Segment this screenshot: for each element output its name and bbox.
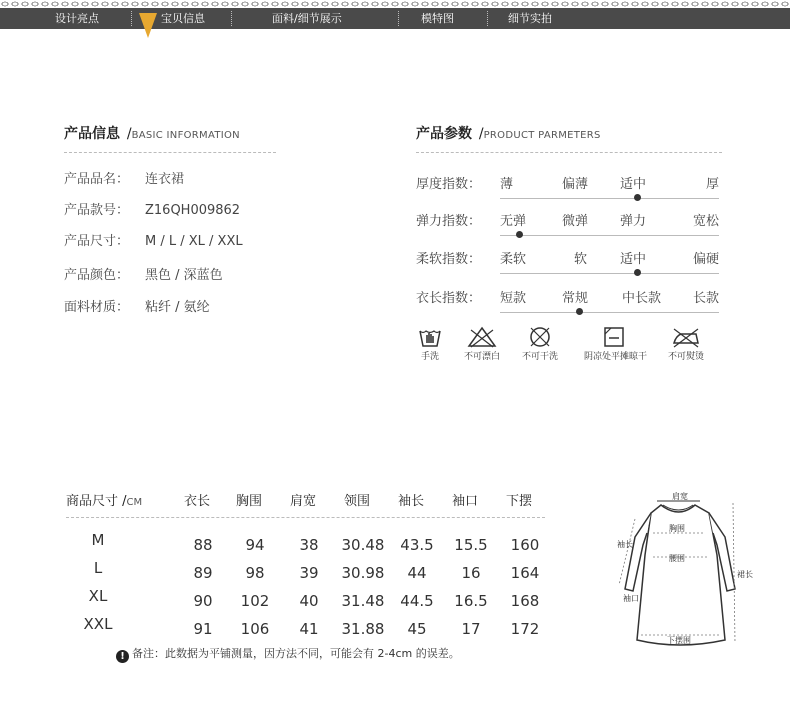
param-option: 中长款 bbox=[622, 291, 662, 306]
basic-info-heading: 产品信息 /BASIC INFORMATION bbox=[64, 126, 240, 142]
param-scale-track bbox=[500, 198, 719, 199]
param-option: 偏薄 bbox=[562, 177, 589, 192]
divider bbox=[66, 517, 545, 518]
nav-divider bbox=[398, 11, 399, 26]
size-column-header: 下摆 bbox=[506, 494, 533, 509]
size-cell: 45 bbox=[407, 620, 427, 638]
size-cell: 39 bbox=[299, 564, 319, 582]
care-label: 手洗 bbox=[420, 352, 439, 362]
size-cell: 44.5 bbox=[400, 592, 434, 610]
nav-item-fabric-details[interactable]: 面料/细节展示 bbox=[272, 12, 342, 25]
param-option: 厚 bbox=[706, 177, 720, 192]
info-row bbox=[64, 296, 210, 315]
param-option: 长款 bbox=[693, 291, 720, 306]
size-cell: 91 bbox=[193, 620, 213, 638]
size-cell: 88 bbox=[193, 536, 213, 554]
size-cell: 89 bbox=[193, 564, 213, 582]
nav-divider bbox=[231, 11, 232, 26]
param-option: 软 bbox=[574, 252, 588, 267]
param-label: 衣长指数： bbox=[416, 291, 482, 306]
size-label: M bbox=[91, 531, 105, 549]
size-cell: 16 bbox=[461, 564, 481, 582]
param-label: 柔软指数： bbox=[416, 252, 482, 267]
size-cell: 44 bbox=[407, 564, 427, 582]
param-selected-marker bbox=[516, 231, 523, 238]
size-cell: 160 bbox=[510, 536, 540, 554]
info-value: Z16QH009862 bbox=[145, 203, 241, 218]
size-cell: 38 bbox=[299, 536, 319, 554]
nav-item-product-info[interactable]: 宝贝信息 bbox=[161, 12, 205, 25]
size-cell: 102 bbox=[240, 592, 270, 610]
param-option: 无弹 bbox=[500, 214, 527, 229]
nav-item-design-highlights[interactable]: 设计亮点 bbox=[55, 12, 99, 25]
info-value: 连衣裙 bbox=[145, 172, 185, 187]
size-cell: 17 bbox=[461, 620, 481, 638]
info-row bbox=[64, 230, 243, 249]
param-selected-marker bbox=[634, 194, 641, 201]
no-dry-clean-icon bbox=[528, 326, 552, 348]
param-row bbox=[416, 248, 721, 288]
no-iron-icon bbox=[671, 326, 701, 348]
care-label: 不可漂白 bbox=[463, 352, 500, 362]
size-cell: 15.5 bbox=[454, 536, 488, 554]
param-row bbox=[416, 173, 721, 213]
care-no-dry-clean bbox=[510, 326, 570, 362]
care-hand-wash bbox=[400, 326, 460, 362]
care-label: 阴凉处平摊晾干 bbox=[584, 352, 648, 362]
size-cell: 31.88 bbox=[341, 620, 385, 638]
divider bbox=[64, 152, 276, 153]
care-no-iron bbox=[656, 326, 716, 362]
sleeve-label: 袖长 bbox=[617, 540, 633, 549]
size-label: L bbox=[93, 559, 103, 577]
info-label: 产品款号： bbox=[64, 203, 130, 218]
info-label: 产品颜色： bbox=[64, 268, 130, 283]
shoulder-label: 肩宽 bbox=[672, 492, 688, 501]
param-label: 厚度指数： bbox=[416, 177, 482, 192]
param-option: 常规 bbox=[562, 291, 589, 306]
length-line bbox=[733, 503, 735, 643]
param-label: 弹力指数： bbox=[416, 214, 482, 229]
hem-label: 下摆围 bbox=[667, 636, 691, 645]
hand-wash-icon bbox=[418, 326, 442, 348]
size-cell: 90 bbox=[193, 592, 213, 610]
param-option: 适中 bbox=[620, 177, 647, 192]
measurement-note: ! 备注：此数据为平铺测量，因方法不同，可能会有 2-4cm 的误差。 bbox=[116, 645, 460, 663]
param-option: 宽松 bbox=[693, 214, 720, 229]
size-column-header: 胸围 bbox=[236, 494, 263, 509]
dry-flat-shade-icon bbox=[603, 326, 625, 348]
param-scale-track bbox=[500, 273, 719, 274]
param-option: 柔软 bbox=[500, 252, 527, 267]
size-cell: 16.5 bbox=[454, 592, 488, 610]
param-row bbox=[416, 287, 721, 327]
size-column-header: 领围 bbox=[344, 494, 371, 509]
size-cell: 98 bbox=[245, 564, 265, 582]
info-value: 粘纤 / 氨纶 bbox=[145, 300, 210, 315]
chest-label: 胸围 bbox=[669, 524, 685, 533]
param-option: 短款 bbox=[500, 291, 527, 306]
alert-icon: ! bbox=[116, 650, 129, 663]
nav-item-model-photos[interactable]: 模特图 bbox=[421, 12, 454, 25]
size-cell: 30.98 bbox=[341, 564, 385, 582]
size-label: XXL bbox=[83, 615, 113, 633]
size-cell: 94 bbox=[245, 536, 265, 554]
param-option: 偏硬 bbox=[693, 252, 720, 267]
nav-item-detail-shots[interactable]: 细节实拍 bbox=[508, 12, 552, 25]
info-value: M / L / XL / XXL bbox=[145, 234, 243, 249]
length-label: 裙长 bbox=[737, 570, 753, 579]
nav-divider bbox=[131, 11, 132, 26]
section-nav-bar bbox=[0, 8, 790, 29]
no-bleach-icon bbox=[467, 326, 497, 348]
care-label: 不可干洗 bbox=[521, 352, 558, 362]
params-heading: 产品参数 /PRODUCT PARMETERS bbox=[416, 126, 601, 142]
size-cell: 41 bbox=[299, 620, 319, 638]
active-nav-pointer bbox=[139, 13, 157, 38]
size-cell: 31.48 bbox=[341, 592, 385, 610]
param-selected-marker bbox=[634, 269, 641, 276]
info-row bbox=[64, 264, 223, 283]
param-option: 弹力 bbox=[620, 214, 647, 229]
info-label: 产品品名： bbox=[64, 172, 130, 187]
chain-border bbox=[0, 0, 790, 8]
size-cell: 40 bbox=[299, 592, 319, 610]
size-column-header: 衣长 bbox=[184, 494, 211, 509]
size-label: XL bbox=[88, 587, 108, 605]
size-table-title: 商品尺寸 /CM bbox=[66, 494, 143, 509]
param-option: 适中 bbox=[620, 252, 647, 267]
param-row bbox=[416, 210, 721, 250]
size-column-header: 肩宽 bbox=[290, 494, 317, 509]
info-label: 产品尺寸： bbox=[64, 234, 130, 249]
nav-divider bbox=[487, 11, 488, 26]
care-label: 不可熨烫 bbox=[667, 352, 704, 362]
size-column-header: 袖长 bbox=[398, 494, 425, 509]
care-dry-flat-shade bbox=[584, 326, 648, 362]
size-cell: 164 bbox=[510, 564, 540, 582]
size-cell: 106 bbox=[240, 620, 270, 638]
size-cell: 172 bbox=[510, 620, 540, 638]
size-cell: 43.5 bbox=[400, 536, 434, 554]
info-value: 黑色 / 深蓝色 bbox=[145, 268, 223, 283]
waist-label: 腰围 bbox=[669, 554, 685, 563]
param-option: 薄 bbox=[500, 177, 514, 192]
info-label: 面料材质： bbox=[64, 300, 130, 315]
care-no-bleach bbox=[452, 326, 512, 362]
size-column-header: 袖口 bbox=[452, 494, 479, 509]
cuff-label: 袖口 bbox=[623, 594, 639, 603]
size-cell: 30.48 bbox=[341, 536, 385, 554]
param-selected-marker bbox=[576, 308, 583, 315]
param-scale-track bbox=[500, 312, 719, 313]
info-row bbox=[64, 168, 184, 187]
param-scale-track bbox=[500, 235, 719, 236]
info-row bbox=[64, 199, 240, 218]
dress-measurement-diagram bbox=[605, 485, 755, 665]
divider bbox=[416, 152, 722, 153]
size-cell: 168 bbox=[510, 592, 540, 610]
param-option: 微弹 bbox=[562, 214, 589, 229]
